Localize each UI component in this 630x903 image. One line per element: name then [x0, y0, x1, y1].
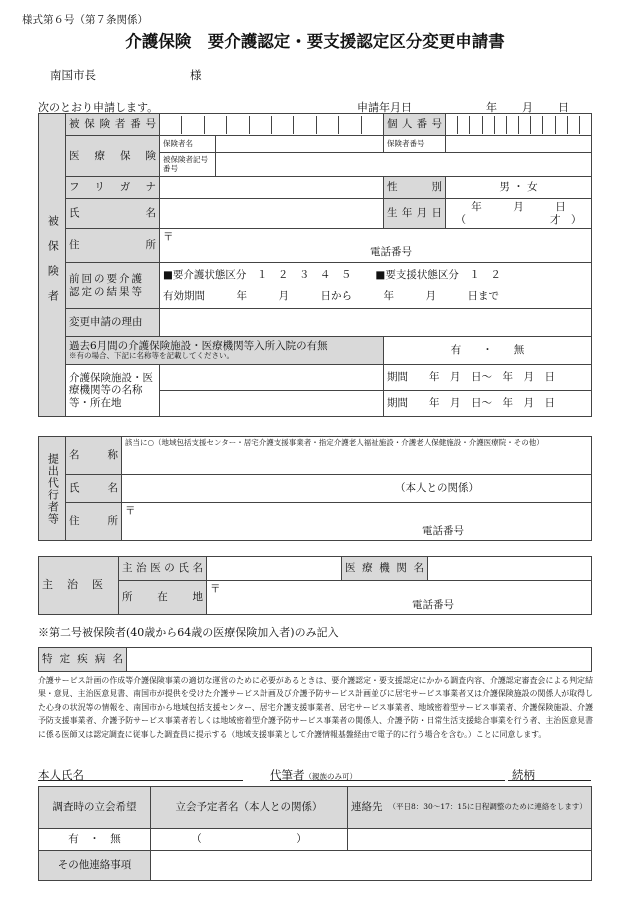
validity-period: 有効期間 年 月 日から 年 月 日まで [163, 290, 499, 302]
form-number: 様式第６号（第７条関係） [22, 14, 148, 26]
facility-note: ※有の場合、下記に名称等を記載してください。 [69, 351, 234, 361]
sex-choice[interactable]: 男 ・ 女 [446, 177, 592, 199]
facility-question [66, 337, 384, 365]
contact-note: （平日8：30〜17：15に日程調整のために連絡をします） [388, 802, 587, 812]
previous-result-label: 前回の要介護認定の結果等 [66, 263, 160, 309]
doctor-table [38, 556, 592, 615]
dob-age: （ 才 ） [455, 213, 582, 226]
insured-symbol-label: 被保険者記号番号 [160, 153, 216, 177]
dob-label: 生年月日 [384, 199, 446, 229]
dob-field[interactable] [446, 199, 592, 229]
personal-number-label: 個人番号 [384, 114, 446, 136]
second-insured-note: ※第二号被保険者(40歳から64歳の医療保険加入者)のみ記入 [38, 626, 339, 639]
doctor-name-field[interactable] [207, 557, 342, 581]
disease-table [38, 647, 592, 672]
attend-wish-label: 調査時の立会希望 [39, 787, 151, 829]
change-reason-field[interactable] [160, 309, 592, 337]
agent-person-label: 氏名 [66, 475, 122, 503]
care-levels: ■要介護状態区分 １ ２ ３ ４ ５ [163, 268, 352, 281]
agent-phone-label: 電話番号 [422, 525, 464, 537]
support-levels: ■要支援状態区分 １ ２ [375, 268, 501, 281]
attendee-label: 立会予定者名（本人との関係） [151, 787, 348, 829]
doctor-phone-label: 電話番号 [412, 599, 454, 611]
insured-side-label: 被保険者 [39, 114, 66, 417]
agent-relation: （本人との関係） [395, 482, 479, 495]
change-reason-label: 変更申請の理由 [66, 309, 160, 337]
proxy-line[interactable] [270, 780, 505, 781]
proxy-label-text: 代筆者 [270, 768, 305, 782]
insurer-name-label: 保険者名 [160, 136, 216, 153]
self-name-line[interactable] [38, 780, 243, 781]
agent-name-label: 名称 [66, 437, 122, 475]
insurer-number-label: 保険者番号 [384, 136, 446, 153]
facility-name-label: 介護保険施設・医療機関等の名称等・所在地 [66, 365, 160, 417]
application-date-label: 申請年月日 [357, 101, 412, 114]
request-text: 次のとおり申請します。 [38, 101, 159, 114]
agent-person-field[interactable] [122, 475, 592, 503]
furigana-label: フリガナ [66, 177, 160, 199]
insured-symbol-field[interactable] [216, 153, 592, 177]
date-month: 月 [522, 101, 533, 114]
relation-line[interactable] [508, 780, 591, 781]
policy-number-boxes[interactable] [160, 114, 384, 136]
agent-address-label: 住所 [66, 503, 122, 541]
doctor-name-label: 主治医の氏名 [119, 557, 207, 581]
postal-mark: 〒 [163, 231, 174, 243]
medical-insurance-label: 医療保険 [66, 136, 160, 177]
other-notes-field[interactable] [151, 851, 592, 881]
institution-label: 医療機関名 [342, 557, 428, 581]
consent-text: 介護サービス計画の作成等介護保険事業の適切な運営のために必要があるときは、要介護認定・要支援認定にかかる調査内容、介護認定審査会による判定結果・意見、主治医意見書、南国市が提供を受けた介護サービス計画及び介護予防サービス計画並びに居宅サービス事業者又は介護保険施設の関係人が取得した心身の状況等の情報を、南国市から地域包括支援センター、居宅介護支援事業者、居宅サービス事業者、地域密着型サービス事業者、介護保険施設、介護予防支援事業者、介護予防サービス事業者若しくは地域密着型介護予防サービス事業者の関係人、介護予防・日常生活支援総合事業を行う者、主治医意見書に係る医師又は認定調査に従事した調査員に提示する（地域支援事業として介護情報基盤経由で電子的に行う場合を含む。）ことに同意します。 [38, 676, 593, 739]
proxy-note: （親族のみ可） [304, 772, 357, 781]
doctor-postal-mark: 〒 [210, 583, 221, 595]
other-notes-label: その他連絡事項 [39, 851, 151, 881]
attend-yes-no[interactable]: 有 ・ 無 [39, 829, 151, 851]
disease-field[interactable] [127, 648, 592, 672]
date-day: 日 [558, 101, 569, 114]
sex-label: 性別 [384, 177, 446, 199]
previous-result-field[interactable] [160, 263, 592, 309]
attendee-field[interactable]: （ ） [151, 829, 348, 851]
agent-address-field[interactable] [122, 503, 592, 541]
insured-table [38, 113, 592, 417]
disease-label: 特定疾病名 [39, 648, 127, 672]
contact-field[interactable] [348, 829, 592, 851]
phone-label: 電話番号 [370, 246, 412, 258]
doctor-side-label: 主治医 [39, 557, 119, 615]
addressee: 南国市長 [50, 68, 96, 82]
facility-name-field-2[interactable] [160, 391, 384, 417]
agent-postal-mark: 〒 [125, 505, 136, 517]
facility-yes-no[interactable]: 有 ・ 無 [384, 337, 592, 365]
doctor-address-field[interactable] [207, 581, 592, 615]
furigana-field[interactable] [160, 177, 384, 199]
facility-question-text: 過去6月間の介護保険施設・医療機関等入所入院の有無 [69, 340, 328, 353]
facility-name-field-1[interactable] [160, 365, 384, 391]
date-year: 年 [486, 101, 497, 114]
relation-label: 続柄 [512, 768, 535, 782]
agent-table [38, 436, 592, 541]
insurer-name-field[interactable] [216, 136, 384, 153]
contact-cell [348, 787, 592, 829]
personal-number-boxes[interactable] [446, 114, 592, 136]
dob-ymd: 年 月 日 [471, 201, 566, 214]
page-title: 介護保険 要介護認定・要支援認定区分変更申請書 [125, 32, 505, 51]
self-name-label: 本人氏名 [38, 768, 84, 782]
facility-period-1[interactable]: 期間 年 月 日〜 年 月 日 [384, 365, 592, 391]
agent-name-note[interactable]: 該当に○（地域包括支援センター・居宅介護支援事業者・指定介護老人福祉施設・介護老人保健施設・介護医療院・その他） [122, 437, 592, 475]
contact-label: 連絡先 [351, 801, 383, 814]
doctor-address-label: 所在地 [119, 581, 207, 615]
address-label: 住所 [66, 229, 160, 263]
honorific: 様 [190, 68, 202, 82]
survey-table [38, 786, 592, 881]
insurer-number-field[interactable] [446, 136, 592, 153]
name-label: 氏名 [66, 199, 160, 229]
institution-field[interactable] [428, 557, 592, 581]
agent-side-label: 提出代行者等 [39, 437, 66, 541]
policy-number-label: 被保険者番号 [66, 114, 160, 136]
address-field[interactable] [160, 229, 592, 263]
name-field[interactable] [160, 199, 384, 229]
facility-period-2[interactable]: 期間 年 月 日〜 年 月 日 [384, 391, 592, 417]
